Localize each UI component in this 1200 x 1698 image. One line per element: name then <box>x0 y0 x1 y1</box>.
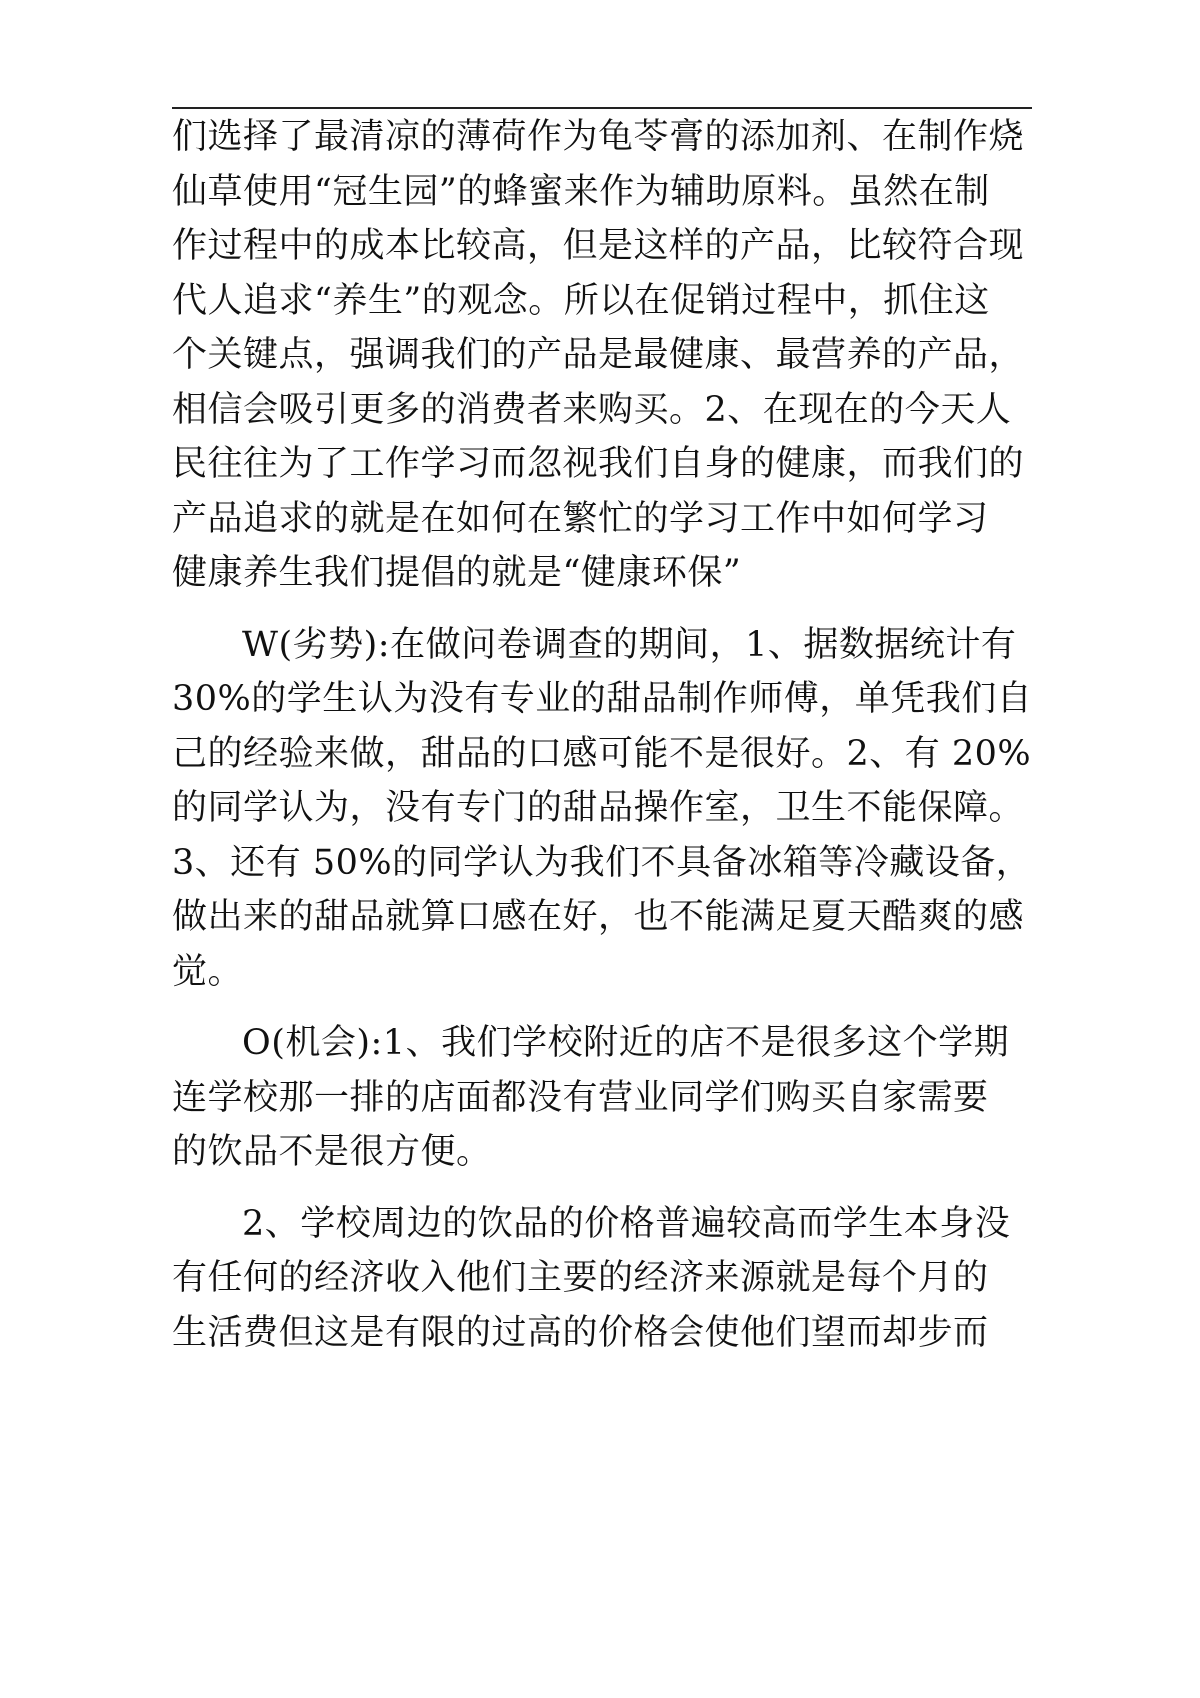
text-line: 相信会吸引更多的消费者来购买。2、在现在的今天人 <box>172 389 1012 430</box>
text-line: 产品追求的就是在如何在繁忙的学习工作中如何学习 <box>172 498 989 539</box>
text-line: 连学校那一排的店面都没有营业同学们购买自家需要 <box>172 1077 989 1118</box>
paragraph-opportunities <box>172 1016 1032 1180</box>
text-line: 个关键点，强调我们的产品是最健康、最营养的产品， <box>172 335 1025 375</box>
paragraph-weaknesses <box>172 618 1032 1000</box>
text-line: 觉。 <box>172 951 244 992</box>
header-rule <box>172 107 1032 109</box>
text-line: 做出来的甜品就算口感在好，也不能满足夏天酷爽的感 <box>172 897 1025 937</box>
text-line: 己的经验来做，甜品的口感可能不是很好。2、有 20% <box>172 733 1032 774</box>
text-line: 3、还有 50%的同学认为我们不具备冰箱等冷藏设备， <box>172 842 1032 883</box>
text-line: 30%的学生认为没有专业的甜品制作师傅，单凭我们自 <box>172 679 1033 719</box>
text-line: 代人追求“养生”的观念。所以在促销过程中，抓住这 <box>172 280 990 321</box>
text-line: 们选择了最清凉的薄荷作为龟苓膏的添加剂、在制作烧 <box>172 117 1025 157</box>
text-line: 的同学认为，没有专门的甜品操作室，卫生不能保障。 <box>172 788 1025 828</box>
text-line: 健康养生我们提倡的就是“健康环保” <box>172 553 742 593</box>
text-line: O(机会):1、我们学校附近的店不是很多这个学期 <box>242 1023 1010 1063</box>
text-line: 生活费但这是有限的过高的价格会使他们望而却步而 <box>172 1312 989 1353</box>
text-line: 民往往为了工作学习而忽视我们自身的健康，而我们的 <box>172 444 1025 484</box>
paragraph-strengths-continued <box>172 110 1032 601</box>
text-line: 仙草使用“冠生园”的蜂蜜来作为辅助原料。虽然在制 <box>172 171 990 212</box>
paragraph-opportunities-2 <box>172 1197 1032 1361</box>
document-body <box>172 110 1032 1360</box>
text-line: 2、学校周边的饮品的价格普遍较高而学生本身没 <box>242 1203 1011 1244</box>
text-line: 的饮品不是很方便。 <box>172 1132 492 1172</box>
text-line: 作过程中的成本比较高，但是这样的产品，比较符合现 <box>172 226 1025 266</box>
text-line: W(劣势):在做问卷调查的期间，1、据数据统计有 <box>242 624 1017 665</box>
text-line: 有任何的经济收入他们主要的经济来源就是每个月的 <box>172 1258 989 1298</box>
